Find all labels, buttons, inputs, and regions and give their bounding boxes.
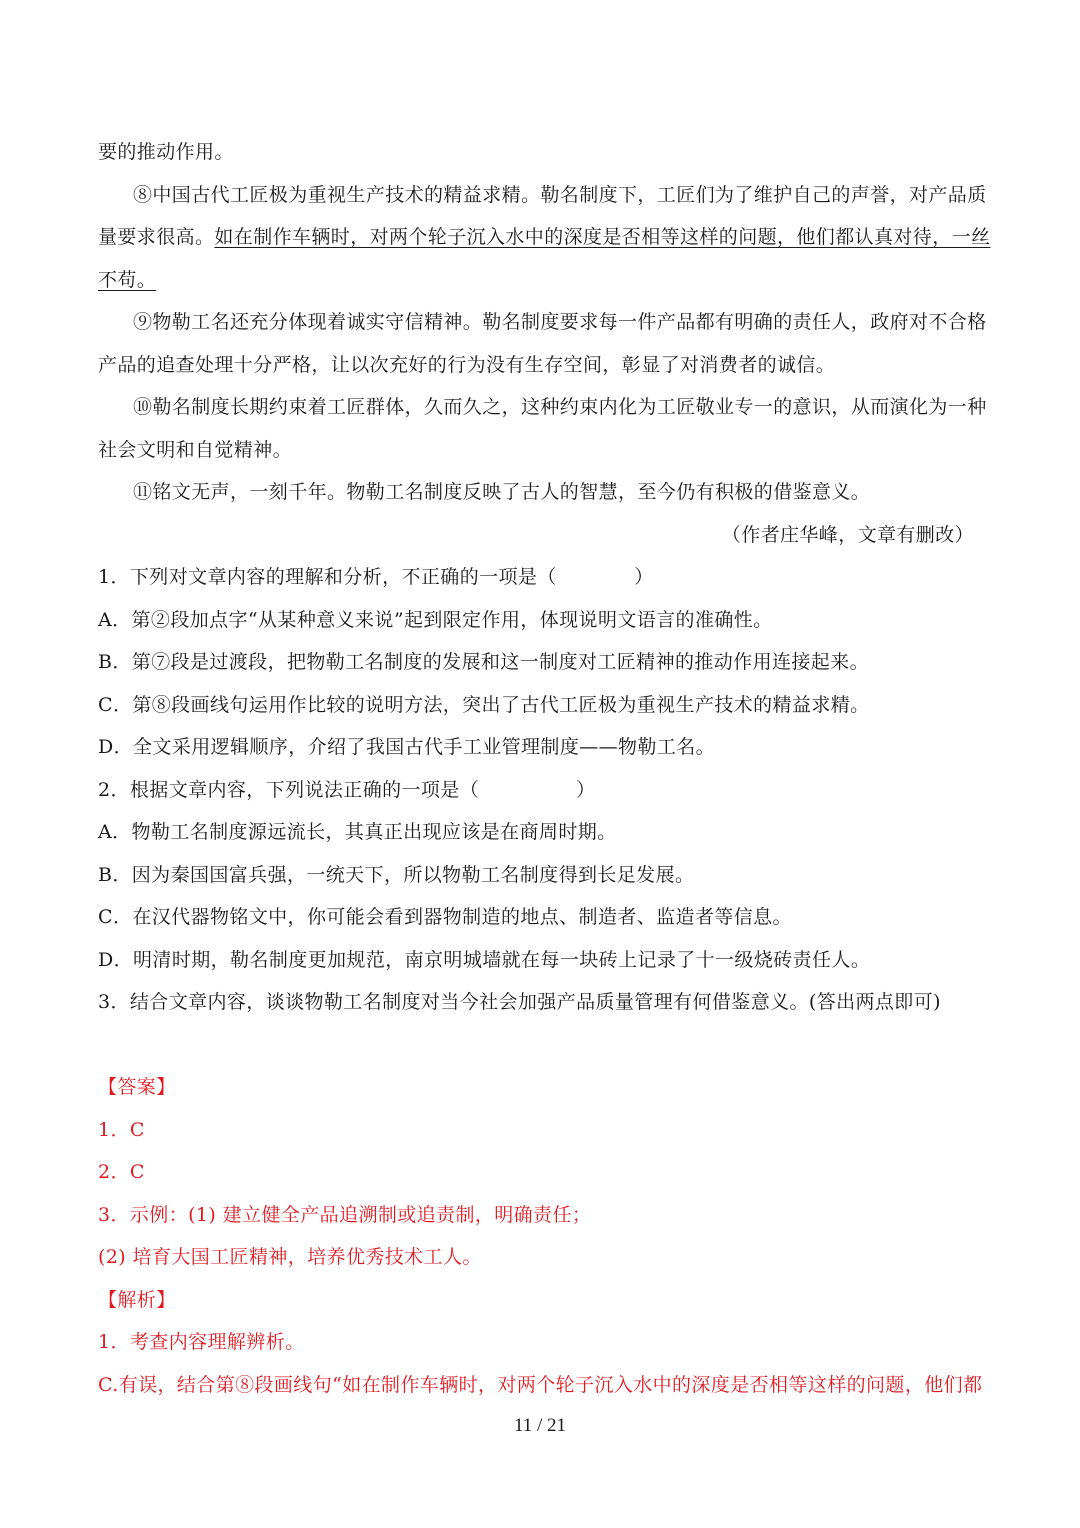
question-2-option-a: A．物勒工名制度源远流长，其真正出现应该是在商周时期。 (98, 821, 617, 843)
paragraph-8-line-2 (98, 223, 991, 251)
question-1-option-d: D．全文采用逻辑顺序，介绍了我国古代手工业管理制度——物勒工名。 (98, 736, 716, 758)
question-1-option-b: B．第⑦段是过渡段，把物勒工名制度的发展和这一制度对工匠精神的推动作用连接起来。 (98, 651, 869, 673)
paragraph-9-line-1: ⑨物勒工名还充分体现着诚实守信精神。勒名制度要求每一件产品都有明确的责任人，政府对不合格 (133, 311, 987, 333)
paragraph-8-line-3 (98, 266, 982, 294)
answer-3-line-1: 3．示例：(1) 建立健全产品追溯制或追责制，明确责任； (98, 1204, 592, 1226)
question-2-option-c: C．在汉代器物铭文中，你可能会看到器物制造的地点、制造者、监造者等信息。 (98, 906, 792, 928)
analysis-line-1: 1．考查内容理解辨析。 (98, 1331, 305, 1353)
answer-2: 2．C (98, 1161, 145, 1183)
page-number: 11 / 21 (513, 1415, 567, 1436)
paragraph-9-line-2: 产品的追查处理十分严格，让以次充好的行为没有生存空间，彰显了对消费者的诚信。 (98, 354, 836, 376)
answer-heading: 【答案】 (98, 1076, 176, 1098)
question-1: 1．下列对文章内容的理解和分析，不正确的一项是（ ） (98, 566, 654, 588)
analysis-line-2: C.有误，结合第⑧段画线句“如在制作车辆时，对两个轮子沉入水中的深度是否相等这样的问题，他们都 (98, 1374, 983, 1396)
paragraph-8-plain-text: 量要求很高。 (98, 226, 215, 248)
paragraph-11: ⑪铭文无声，一刻千年。物勒工名制度反映了古人的智慧，至今仍有积极的借鉴意义。 (133, 481, 871, 503)
paragraph-8-line-1: ⑧中国古代工匠极为重视生产技术的精益求精。勒名制度下，工匠们为了维护自己的声誉，对产品质 (133, 184, 987, 206)
question-1-option-c: C．第⑧段画线句运用作比较的说明方法，突出了古代工匠极为重视生产技术的精益求精。 (98, 694, 870, 716)
question-2-option-d: D．明清时期，勒名制度更加规范，南京明城墙就在每一块砖上记录了十一级烧砖责任人。 (98, 949, 871, 971)
answer-3-line-2: (2) 培育大国工匠精神，培养优秀技术工人。 (98, 1246, 482, 1268)
paragraph-7-end: 要的推动作用。 (98, 141, 234, 163)
question-2-option-b: B．因为秦国国富兵强，一统天下，所以物勒工名制度得到长足发展。 (98, 864, 695, 886)
paragraph-10-line-2: 社会文明和自觉精神。 (98, 439, 293, 461)
analysis-heading: 【解析】 (98, 1289, 176, 1311)
question-2: 2．根据文章内容，下列说法正确的一项是（ ） (98, 779, 596, 801)
attribution: （作者庄华峰，文章有删改） (721, 524, 974, 546)
paragraph-10-line-1: ⑩勒名制度长期约束着工匠群体，久而久之，这种约束内化为工匠敬业专一的意识，从而演化为一种 (133, 396, 987, 418)
underlined-sentence-part-1: 如在制作车辆时，对两个轮子沉入水中的深度是否相等这样的问题，他们都认真对待，一丝 (214, 226, 991, 248)
question-3: 3．结合文章内容，谈谈物勒工名制度对当今社会加强产品质量管理有何借鉴意义。(答出两点即可) (98, 991, 941, 1013)
question-1-option-a: A．第②段加点字“从某种意义来说”起到限定作用，体现说明文语言的准确性。 (98, 609, 773, 631)
underlined-sentence-part-2: 不苟。 (98, 269, 157, 291)
answer-1: 1．C (98, 1119, 145, 1141)
